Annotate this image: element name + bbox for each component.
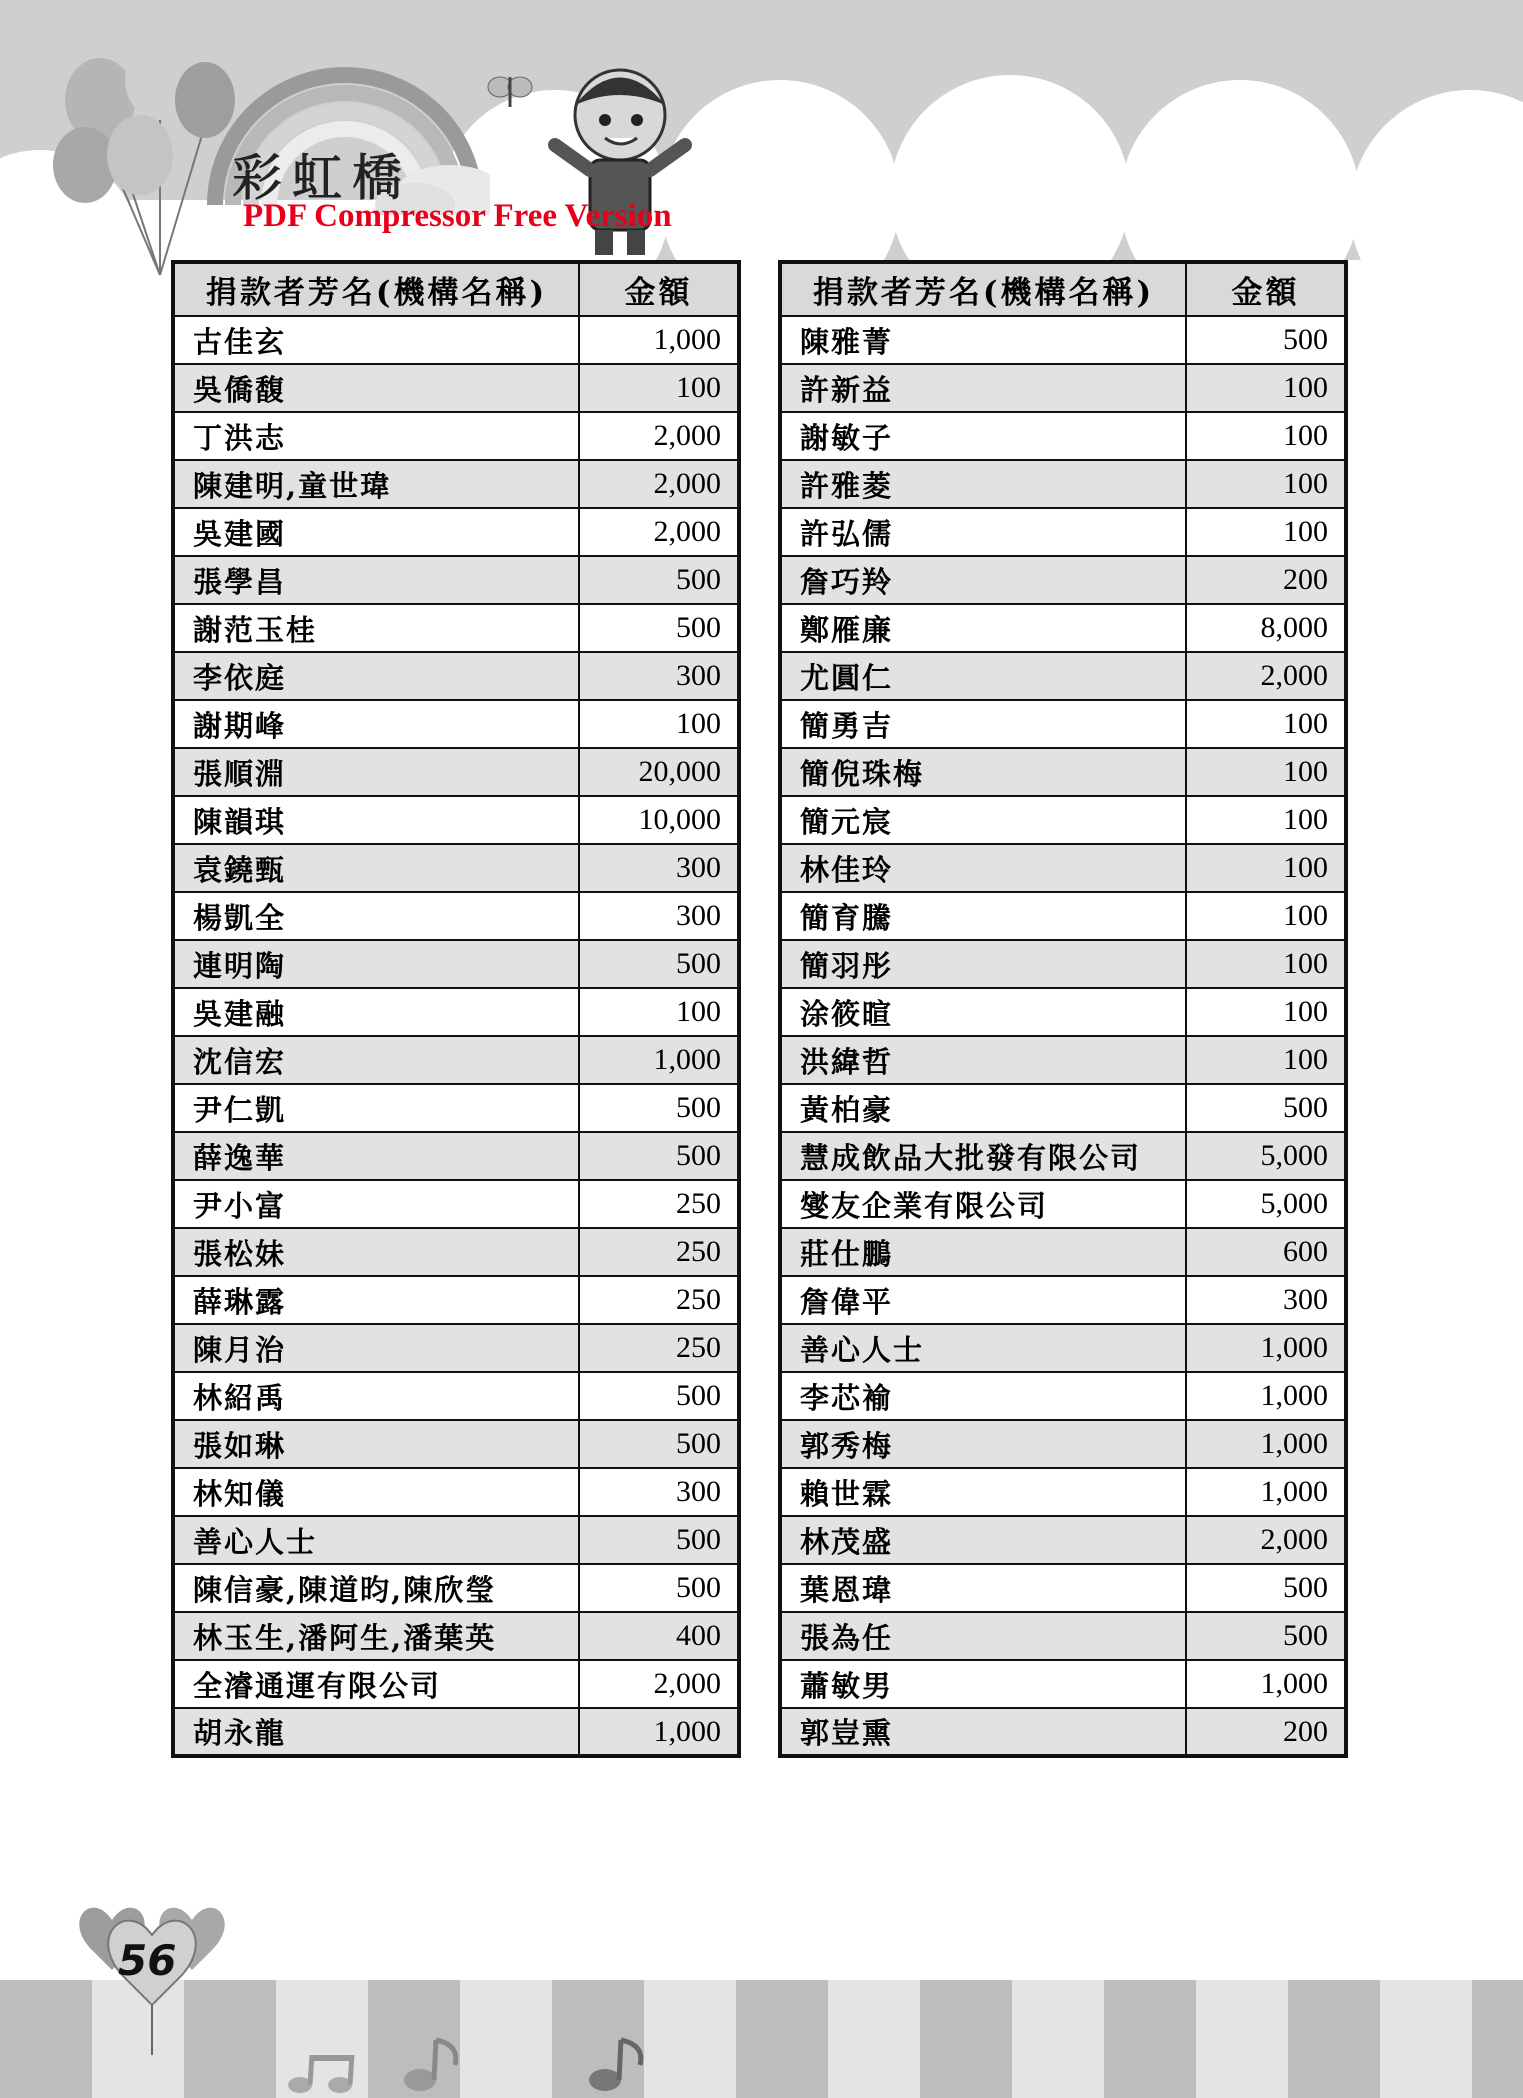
donor-table-right <box>778 260 1348 1758</box>
donation-amount: 100 <box>1186 364 1346 412</box>
donation-amount: 1,000 <box>579 1708 739 1756</box>
table-row <box>780 1084 1346 1132</box>
donor-name: 賴世霖 <box>780 1468 1186 1516</box>
donation-amount: 500 <box>1186 1084 1346 1132</box>
donor-name: 尤圓仁 <box>780 652 1186 700</box>
donor-name: 善心人士 <box>173 1516 579 1564</box>
donor-name: 鄭雁廉 <box>780 604 1186 652</box>
donor-name: 陳建明,童世瑋 <box>173 460 579 508</box>
table-row <box>173 1324 739 1372</box>
donor-name: 胡永龍 <box>173 1708 579 1756</box>
donation-amount: 500 <box>579 940 739 988</box>
donation-amount: 100 <box>1186 1036 1346 1084</box>
donation-amount: 500 <box>579 556 739 604</box>
table-row <box>780 604 1346 652</box>
table-row <box>780 1372 1346 1420</box>
donor-name: 郭豈熏 <box>780 1708 1186 1756</box>
donation-amount: 300 <box>579 652 739 700</box>
donation-amount: 500 <box>1186 1564 1346 1612</box>
table-row <box>173 508 739 556</box>
donation-amount: 100 <box>579 364 739 412</box>
donation-amount: 500 <box>579 1084 739 1132</box>
table-row <box>780 1660 1346 1708</box>
table-row <box>173 892 739 940</box>
donation-amount: 300 <box>579 1468 739 1516</box>
table-row <box>780 940 1346 988</box>
donation-amount: 100 <box>1186 892 1346 940</box>
page-number: 56 <box>118 1936 177 1985</box>
table-row <box>173 1036 739 1084</box>
donor-name: 林玉生,潘阿生,潘葉英 <box>173 1612 579 1660</box>
donor-name: 洪緯哲 <box>780 1036 1186 1084</box>
donation-amount: 250 <box>579 1180 739 1228</box>
compressor-watermark: PDF Compressor Free Version <box>243 198 672 234</box>
donor-name: 薛琳露 <box>173 1276 579 1324</box>
donation-amount: 1,000 <box>1186 1324 1346 1372</box>
donation-amount: 20,000 <box>579 748 739 796</box>
donation-amount: 200 <box>1186 556 1346 604</box>
donation-amount: 500 <box>579 1372 739 1420</box>
table-row <box>173 1276 739 1324</box>
table-row <box>780 1228 1346 1276</box>
donation-amount: 500 <box>579 1516 739 1564</box>
column-header-amount: 金額 <box>1186 262 1346 316</box>
donor-name: 吳建國 <box>173 508 579 556</box>
donor-name: 謝范玉桂 <box>173 604 579 652</box>
donor-name: 林紹禹 <box>173 1372 579 1420</box>
donation-amount: 2,000 <box>579 412 739 460</box>
table-row <box>780 1564 1346 1612</box>
table-row <box>780 1276 1346 1324</box>
donor-name: 葉恩瑋 <box>780 1564 1186 1612</box>
donation-amount: 400 <box>579 1612 739 1660</box>
table-row <box>780 1516 1346 1564</box>
donor-name: 李依庭 <box>173 652 579 700</box>
table-row <box>780 1612 1346 1660</box>
donor-name: 許新益 <box>780 364 1186 412</box>
table-row <box>173 796 739 844</box>
donation-amount: 100 <box>1186 508 1346 556</box>
donor-name: 燮友企業有限公司 <box>780 1180 1186 1228</box>
donor-name: 慧成飲品大批發有限公司 <box>780 1132 1186 1180</box>
donor-name: 蕭敏男 <box>780 1660 1186 1708</box>
table-row <box>780 1420 1346 1468</box>
table-row <box>780 1708 1346 1756</box>
donor-name: 簡育騰 <box>780 892 1186 940</box>
table-row <box>173 1084 739 1132</box>
donation-amount: 10,000 <box>579 796 739 844</box>
donor-name: 吳建融 <box>173 988 579 1036</box>
butterfly-icon <box>485 72 535 112</box>
table-row <box>173 1132 739 1180</box>
donor-name: 張如琳 <box>173 1420 579 1468</box>
table-row <box>780 556 1346 604</box>
donor-name: 林佳玲 <box>780 844 1186 892</box>
donor-name: 陳韻琪 <box>173 796 579 844</box>
table-row <box>780 700 1346 748</box>
donor-name: 簡羽彤 <box>780 940 1186 988</box>
table-row <box>173 1420 739 1468</box>
donation-amount: 250 <box>579 1276 739 1324</box>
donor-name: 連明陶 <box>173 940 579 988</box>
donation-amount: 1,000 <box>1186 1372 1346 1420</box>
donation-amount: 1,000 <box>579 316 739 364</box>
donor-name: 莊仕鵬 <box>780 1228 1186 1276</box>
donor-name: 郭秀梅 <box>780 1420 1186 1468</box>
donation-amount: 100 <box>1186 700 1346 748</box>
table-row <box>173 700 739 748</box>
table-row <box>173 412 739 460</box>
donation-amount: 100 <box>1186 460 1346 508</box>
table-row <box>780 1132 1346 1180</box>
table-row <box>173 1564 739 1612</box>
donation-amount: 500 <box>579 1132 739 1180</box>
table-row <box>173 364 739 412</box>
donation-amount: 100 <box>579 700 739 748</box>
donation-amount: 250 <box>579 1228 739 1276</box>
donation-amount: 1,000 <box>1186 1420 1346 1468</box>
donor-name: 陳信豪,陳道昀,陳欣瑩 <box>173 1564 579 1612</box>
donation-amount: 5,000 <box>1186 1132 1346 1180</box>
table-row <box>780 316 1346 364</box>
donation-amount: 100 <box>1186 412 1346 460</box>
donor-name: 陳雅菁 <box>780 316 1186 364</box>
donor-table-left <box>171 260 741 1758</box>
donor-name: 善心人士 <box>780 1324 1186 1372</box>
donor-name: 李芯褕 <box>780 1372 1186 1420</box>
donation-amount: 600 <box>1186 1228 1346 1276</box>
cloud-scallop <box>1350 90 1523 330</box>
donation-amount: 2,000 <box>1186 1516 1346 1564</box>
table-row <box>173 556 739 604</box>
donor-name: 詹偉平 <box>780 1276 1186 1324</box>
donor-name: 謝期峰 <box>173 700 579 748</box>
donor-name: 古佳玄 <box>173 316 579 364</box>
donation-amount: 100 <box>1186 796 1346 844</box>
donation-amount: 2,000 <box>579 460 739 508</box>
donor-name: 簡元宸 <box>780 796 1186 844</box>
table-row <box>780 652 1346 700</box>
donation-amount: 1,000 <box>1186 1660 1346 1708</box>
donor-name: 張為任 <box>780 1612 1186 1660</box>
donor-name: 丁洪志 <box>173 412 579 460</box>
donation-amount: 8,000 <box>1186 604 1346 652</box>
donation-amount: 100 <box>1186 940 1346 988</box>
donation-amount: 2,000 <box>579 508 739 556</box>
donation-amount: 1,000 <box>579 1036 739 1084</box>
donor-name: 詹巧羚 <box>780 556 1186 604</box>
donation-amount: 300 <box>579 892 739 940</box>
donation-amount: 2,000 <box>1186 652 1346 700</box>
donation-amount: 500 <box>579 1564 739 1612</box>
table-row <box>780 844 1346 892</box>
table-row <box>780 1036 1346 1084</box>
table-row <box>173 1468 739 1516</box>
table-row <box>173 940 739 988</box>
music-note-icon <box>585 2035 655 2095</box>
donor-name: 許雅菱 <box>780 460 1186 508</box>
table-row <box>173 748 739 796</box>
table-row <box>780 988 1346 1036</box>
donor-name: 涂筱暄 <box>780 988 1186 1036</box>
table-row <box>780 508 1346 556</box>
table-row <box>173 1708 739 1756</box>
table-row <box>173 460 739 508</box>
donor-name: 陳月治 <box>173 1324 579 1372</box>
donor-name: 林知儀 <box>173 1468 579 1516</box>
donation-amount: 5,000 <box>1186 1180 1346 1228</box>
table-header-row <box>173 262 739 316</box>
table-row <box>173 988 739 1036</box>
table-row <box>173 604 739 652</box>
table-row <box>173 1372 739 1420</box>
donor-name: 張松妹 <box>173 1228 579 1276</box>
balloons-icon <box>40 45 240 285</box>
donation-amount: 100 <box>579 988 739 1036</box>
donation-amount: 500 <box>579 604 739 652</box>
donation-amount: 250 <box>579 1324 739 1372</box>
donation-amount: 200 <box>1186 1708 1346 1756</box>
table-row <box>780 1468 1346 1516</box>
donor-name: 張學昌 <box>173 556 579 604</box>
table-row <box>780 1324 1346 1372</box>
column-header-name: 捐款者芳名(機構名稱) <box>173 262 579 316</box>
donor-name: 張順淵 <box>173 748 579 796</box>
donation-amount: 500 <box>1186 1612 1346 1660</box>
donation-amount: 500 <box>1186 316 1346 364</box>
donation-amount: 100 <box>1186 988 1346 1036</box>
donor-name: 薛逸華 <box>173 1132 579 1180</box>
table-row <box>780 892 1346 940</box>
table-row <box>173 1612 739 1660</box>
table-row <box>173 1180 739 1228</box>
donor-name: 簡倪珠梅 <box>780 748 1186 796</box>
magazine-title: 彩虹橋 <box>232 149 412 207</box>
table-row <box>780 460 1346 508</box>
donor-name: 黃柏豪 <box>780 1084 1186 1132</box>
donation-amount: 2,000 <box>579 1660 739 1708</box>
donor-name: 林茂盛 <box>780 1516 1186 1564</box>
table-row <box>173 1660 739 1708</box>
donor-name: 袁鐃甄 <box>173 844 579 892</box>
donor-name: 謝敏子 <box>780 412 1186 460</box>
table-row <box>780 1180 1346 1228</box>
table-row <box>780 412 1346 460</box>
donation-amount: 100 <box>1186 748 1346 796</box>
table-row <box>780 796 1346 844</box>
table-row <box>173 316 739 364</box>
donation-amount: 1,000 <box>1186 1468 1346 1516</box>
table-row <box>173 1516 739 1564</box>
table-row <box>780 364 1346 412</box>
donor-name: 尹仁凱 <box>173 1084 579 1132</box>
donor-name: 沈信宏 <box>173 1036 579 1084</box>
donation-amount: 300 <box>579 844 739 892</box>
column-header-name: 捐款者芳名(機構名稱) <box>780 262 1186 316</box>
table-row <box>780 748 1346 796</box>
donation-amount: 100 <box>1186 844 1346 892</box>
donation-amount: 300 <box>1186 1276 1346 1324</box>
table-row <box>173 652 739 700</box>
music-note-icon <box>400 2035 470 2095</box>
table-row <box>173 1228 739 1276</box>
column-header-amount: 金額 <box>579 262 739 316</box>
music-note-icon <box>280 2055 360 2095</box>
donor-name: 簡勇吉 <box>780 700 1186 748</box>
donor-name: 許弘儒 <box>780 508 1186 556</box>
donor-name: 吳僑馥 <box>173 364 579 412</box>
table-header-row <box>780 262 1346 316</box>
donor-name: 尹小富 <box>173 1180 579 1228</box>
donor-name: 全濬通運有限公司 <box>173 1660 579 1708</box>
donation-amount: 500 <box>579 1420 739 1468</box>
donor-name: 楊凱全 <box>173 892 579 940</box>
table-row <box>173 844 739 892</box>
